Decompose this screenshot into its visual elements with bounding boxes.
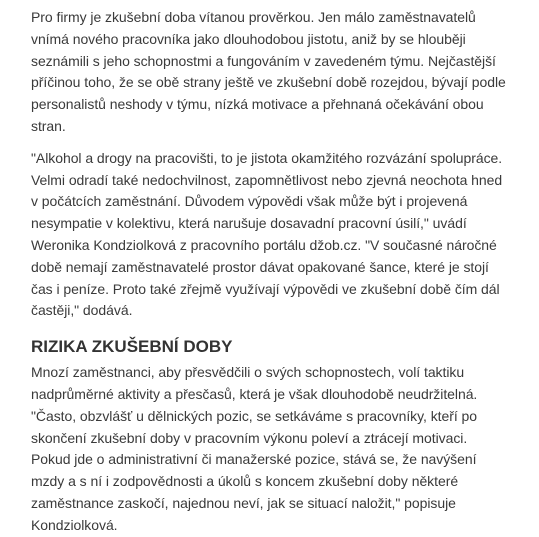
text-line: Kondziolková.: [31, 516, 118, 533]
text-line: Mnozí zaměstnanci, aby přesvědčili o svých schopnostech, volí taktiku: [31, 364, 465, 381]
text-line: personalistů neshody v týmu, nízká motivace a přehnaná očekávání obou: [31, 96, 484, 113]
text-line: příčinou toho, že se obě strany ještě ve zkušební době rozejdou, bývají podle: [31, 74, 506, 91]
text-line: nesympatie v kolektivu, která narušuje dosavadní pracovní úsilí," uvádí: [31, 215, 467, 232]
text-line: seznámili s jeho schopnostmi a fungováním v zavedeném týmu. Nejčastější: [31, 52, 496, 69]
text-line: mzdy a s ní i zodpovědnosti a úkolů s koncem zkušební doby některé: [31, 473, 459, 490]
text-line: čas i peníze. Proto také zřejmě využívají výpovědi ve zkušební době čím dál: [31, 280, 500, 297]
text-line: zaměstnance zaskočí, najednou neví, jak se situací naložit," popisuje: [31, 494, 456, 511]
text-line: vnímá nového pracovníka jako dlouhodobou jistotu, aniž by se hlouběji: [31, 30, 466, 47]
text-line: "Alkohol a drogy na pracovišti, to je jistota okamžitého rozvázání spolupráce.: [31, 149, 503, 166]
intro-paragraph: [31, 7, 531, 138]
text-line: "Často, obzvlášť u dělnických pozic, se setkáváme s pracovníky, kteří po: [31, 407, 478, 424]
text-line: Pokud jde o administrativní či manažerské pozice, stává se, že navýšení: [31, 451, 477, 468]
text-line: nadprůměrné aktivity a přesčasů, která je však dlouhodobě neudržitelná.: [31, 385, 478, 402]
text-line: Velmi odradí také nedochvilnost, zapomnětlivost nebo zjevná neochota hned: [31, 171, 503, 188]
text-line: době nemají zaměstnavatelé prostor dávat opakované šance, které je stojí: [31, 258, 489, 275]
text-line: Pro firmy je zkušební doba vítanou prověrkou. Jen málo zaměstnavatelů: [31, 9, 476, 25]
article-body: [31, 7, 531, 537]
text-line: v počátcích zaměstnání. Důvodem výpovědi však může být i projevená: [31, 193, 468, 210]
quote-paragraph: [31, 148, 531, 322]
text-line: skončení zkušební doby v pracovním výkonu poleví a ztrácejí motivaci.: [31, 429, 468, 446]
risks-paragraph: [31, 362, 531, 536]
section-heading: RIZIKA ZKUŠEBNÍ DOBY: [31, 337, 233, 357]
text-line: Weronika Kondziolková z pracovního portálu džob.cz. "V současné náročné: [31, 236, 497, 253]
text-line: častěji," dodává.: [31, 302, 133, 319]
text-line: stran.: [31, 117, 66, 134]
